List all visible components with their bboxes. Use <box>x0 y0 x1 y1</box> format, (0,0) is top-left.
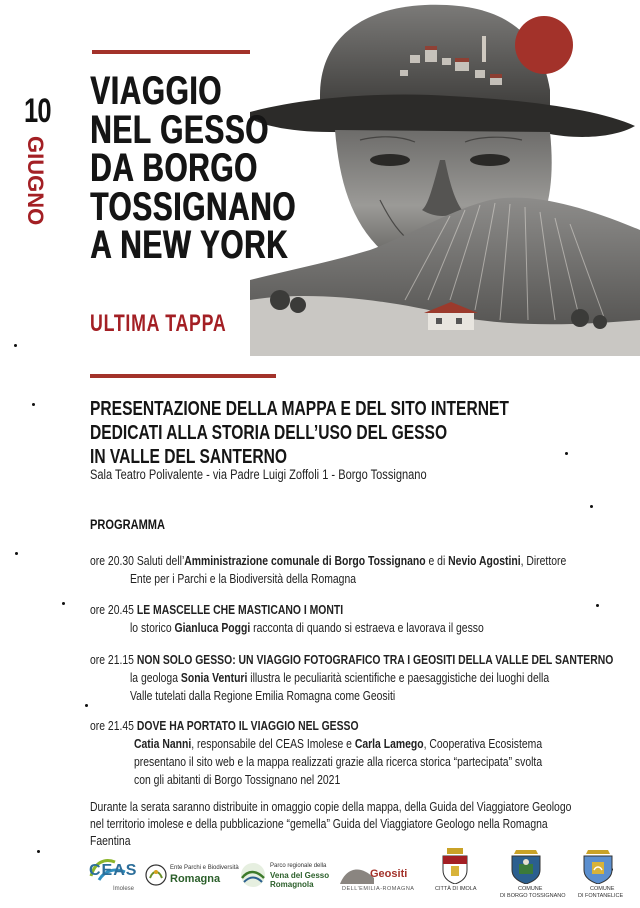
program-text: la geologa <box>130 670 181 685</box>
program-text: racconta di quando si estraeva e lavorava il gesso <box>250 620 484 635</box>
program-time: ore 20.45 <box>90 602 134 617</box>
program-text: , Direttore <box>520 553 567 568</box>
closing-line: nel territorio imolese e della pubblicazione “gemella” Guida del Viaggiatore Geologo nella Romagna <box>90 816 548 831</box>
presentation-line: PRESENTAZIONE DELLA MAPPA E DEL SITO INTERNET <box>90 398 509 420</box>
vena-del-gesso-logo <box>240 848 330 908</box>
program-text: Saluti dell’ <box>136 553 185 568</box>
date-day: 10 <box>24 92 51 130</box>
decor-dot <box>14 344 17 347</box>
ceas-name: CEAS <box>89 862 138 879</box>
program-item-line <box>90 669 602 687</box>
title-line: TOSSIGNANO <box>90 184 296 229</box>
presentation-heading <box>90 397 610 469</box>
parchi-top: Ente Parchi e Biodiversità <box>170 865 239 871</box>
program-item-line <box>90 717 602 735</box>
borgo-crest-mark <box>510 848 542 884</box>
fontanelice-crest <box>570 848 630 908</box>
title-line: NEL GESSO <box>90 107 269 152</box>
presentation-line: DEDICATI ALLA STORIA DELL’USO DEL GESSO <box>90 422 448 444</box>
vena-logo-mark <box>240 862 266 888</box>
program-item-line: Ente per i Parchi e la Biodiversità della Romagna <box>130 571 357 586</box>
program-item-line <box>90 601 602 619</box>
parchi-romagna-logo <box>145 848 239 908</box>
decor-dot <box>590 505 593 508</box>
program-speaker: Catia Nanni <box>134 736 192 751</box>
vena-top: Parco regionale della <box>270 863 327 869</box>
vena-name2: Romagnola <box>270 880 314 889</box>
title-line: VIAGGIO <box>90 69 222 113</box>
program-item-line <box>90 651 614 669</box>
imola-crest-mark <box>441 848 469 884</box>
program-text: , Cooperativa Ecosistema <box>423 736 543 751</box>
program-text: e di <box>425 553 449 568</box>
imola-label: CITTÀ DI IMOLA <box>435 886 477 892</box>
imola-crest <box>430 848 480 908</box>
program-time: ore 21.15 <box>90 652 134 667</box>
program-item-line <box>90 735 602 753</box>
geositi-name: Geositi <box>370 868 408 880</box>
program-speaker: Amministrazione comunale di Borgo Tossignano <box>184 553 426 568</box>
fontanelice-crest-mark <box>582 848 614 884</box>
geositi-logo <box>340 848 420 908</box>
program-item <box>90 552 640 588</box>
program-item-line: Valle tutelati dalla Regione Emilia Romagna come Geositi <box>130 688 396 703</box>
program-title: LE MASCELLE CHE MASTICANO I MONTI <box>136 602 344 617</box>
decor-dot <box>32 403 35 406</box>
closing-note <box>90 798 640 849</box>
decor-dot <box>62 602 65 605</box>
program-speaker: Gianluca Poggi <box>174 620 251 635</box>
program-item-line: presentano il sito web e la mappa realizzati grazie alla ricerca storica “partecipata” svolta <box>134 754 543 769</box>
program-speaker: Carla Lamego <box>354 736 424 751</box>
program-text: , responsabile del CEAS Imolese e <box>191 736 355 751</box>
parchi-name: Romagna <box>170 873 221 885</box>
fontanelice-label2: DI FONTANELICE <box>578 893 624 899</box>
closing-line: Faentina <box>90 833 131 848</box>
program-heading: PROGRAMMA <box>90 517 166 532</box>
closing-line: Durante la serata saranno distribuite in omaggio copie della mappa, della Guida del Viaggiatore Geologo <box>90 799 572 814</box>
decor-dot <box>37 850 40 853</box>
event-date <box>22 94 62 224</box>
decor-dot <box>85 704 88 707</box>
program-time: ore 21.45 <box>90 718 134 733</box>
borgo-label2: DI BORGO TOSSIGNANO <box>500 893 566 899</box>
event-title <box>90 69 320 267</box>
program-text: lo storico <box>130 620 175 635</box>
title-line: A NEW YORK <box>90 223 289 267</box>
date-month: GIUGNO <box>23 136 48 226</box>
geositi-logo-mark <box>340 864 374 886</box>
title-line: DA BORGO <box>90 146 258 190</box>
mid-rule <box>90 374 276 378</box>
program-time: ore 20.30 <box>90 553 134 568</box>
program-item <box>90 717 640 789</box>
ceas-logo <box>85 848 138 908</box>
decor-dot <box>15 552 18 555</box>
borgo-label1: COMUNE <box>518 886 543 892</box>
vena-name1: Vena del Gesso <box>270 871 330 880</box>
fontanelice-label1: COMUNE <box>590 886 615 892</box>
ceas-sub: Imolese <box>113 886 135 892</box>
program-speaker: Nevio Agostini <box>448 553 521 568</box>
accent-circle <box>515 16 573 74</box>
program-item <box>90 651 640 705</box>
borgo-tossignano-crest <box>500 848 566 908</box>
program-item-line <box>90 619 602 637</box>
program-title: DOVE HA PORTATO IL VIAGGIO NEL GESSO <box>136 718 359 733</box>
event-subtitle: ULTIMA TAPPA <box>90 310 227 337</box>
program-speaker: Sonia Venturi <box>180 670 248 685</box>
presentation-line: IN VALLE DEL SANTERNO <box>90 446 288 468</box>
venue-address: Sala Teatro Polivalente - via Padre Luigi Zoffoli 1 - Borgo Tossignano <box>90 467 427 482</box>
parchi-logo-mark <box>145 864 167 886</box>
program-title: NON SOLO GESSO: UN VIAGGIO FOTOGRAFICO TRA I GEOSITI DELLA VALLE DEL SANTERNO <box>136 652 614 667</box>
program-text: illustra le peculiarità scientifiche e paesaggistiche dei luoghi della <box>247 670 550 685</box>
geositi-sub: DELL’EMILIA-ROMAGNA <box>342 886 415 892</box>
program-item-line <box>90 552 602 570</box>
sponsor-logos <box>85 848 640 908</box>
program-item-line: con gli abitanti di Borgo Tossignano nel 2021 <box>134 772 341 787</box>
program-item <box>90 601 640 637</box>
